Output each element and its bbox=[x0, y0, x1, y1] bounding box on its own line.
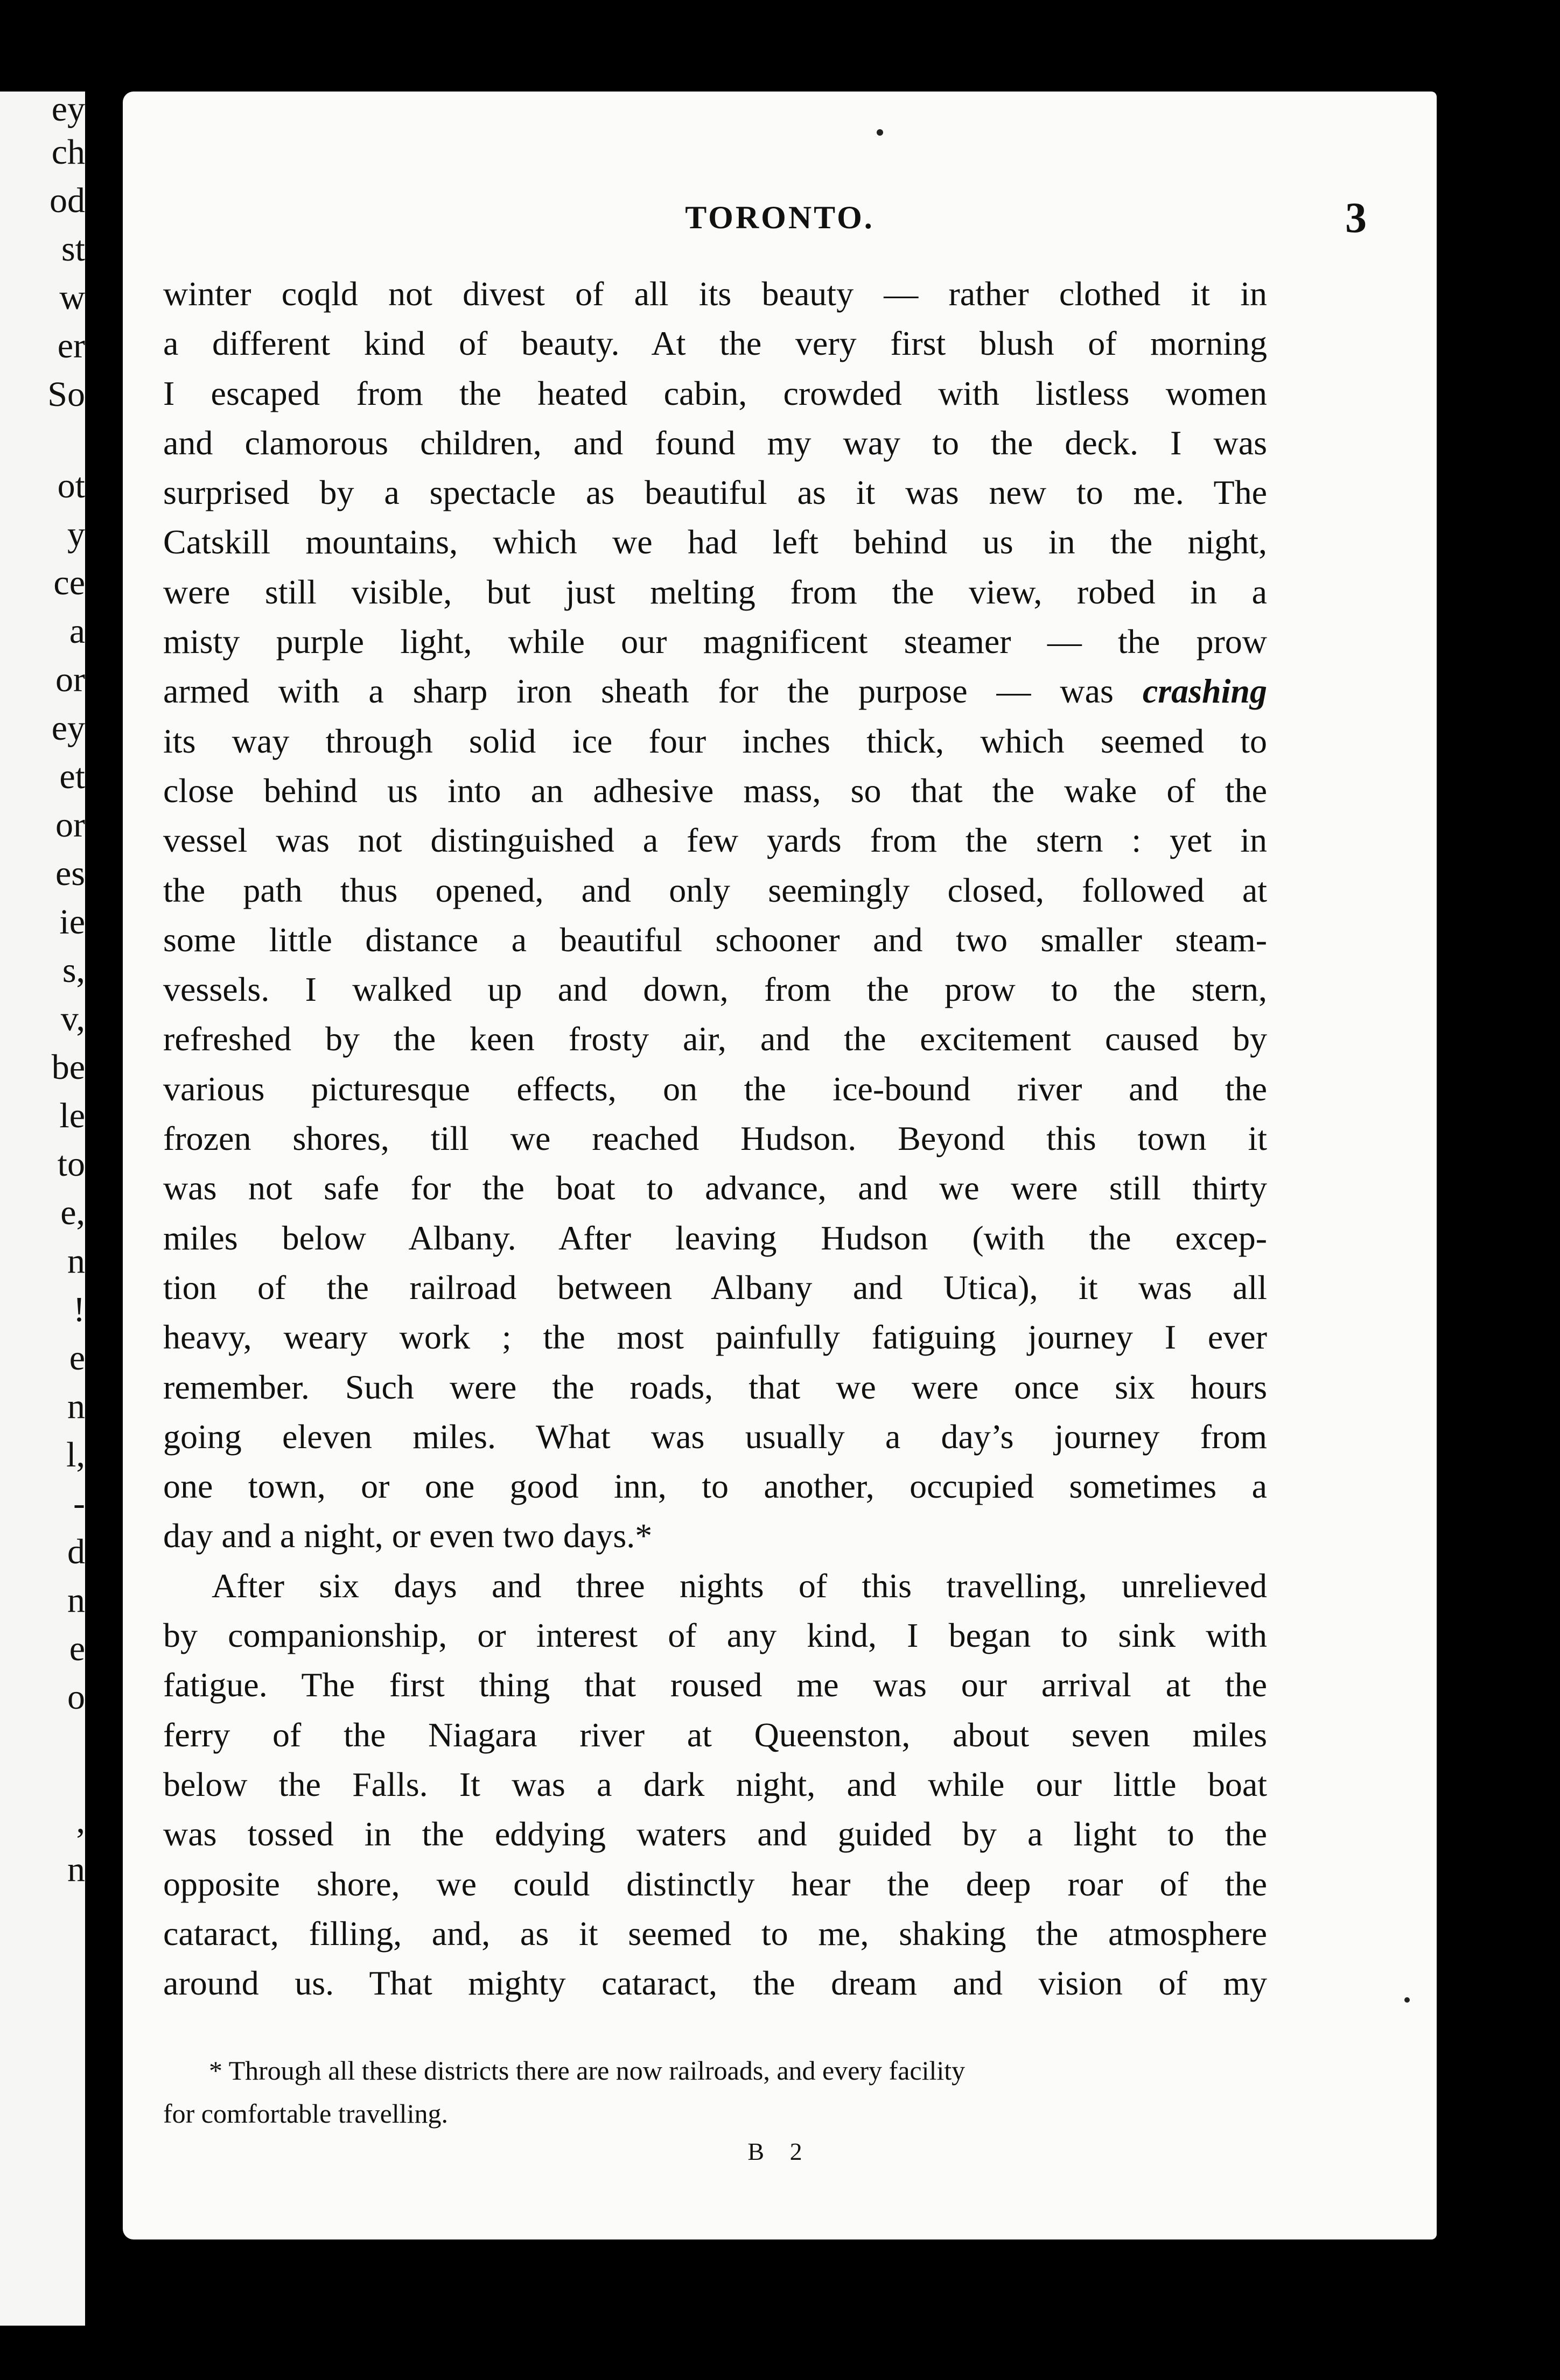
previous-page-fragment: od bbox=[50, 181, 85, 220]
text-line: misty purple light, while our magnificent steamer — the prow bbox=[163, 622, 1267, 661]
previous-page-fragment: w bbox=[59, 278, 85, 317]
previous-page-edge bbox=[0, 92, 85, 2326]
text-line: I escaped from the heated cabin, crowded with listless women bbox=[163, 374, 1267, 412]
previous-page-fragment: or bbox=[55, 660, 85, 699]
text-line: fatigue. The first thing that roused me was our arrival at the bbox=[163, 1666, 1267, 1704]
text-line: cataract, filling, and, as it seemed to me, shaking the atmosphere bbox=[163, 1914, 1267, 1953]
text-line: frozen shores, till we reached Hudson. Beyond this town it bbox=[163, 1119, 1267, 1158]
previous-page-fragment: er bbox=[57, 326, 85, 366]
footnote-line: * Through all these districts there are now railroads, and every facility bbox=[209, 2055, 966, 2086]
previous-page-fragment: s, bbox=[62, 951, 85, 990]
running-title: TORONTO. bbox=[685, 200, 875, 235]
text-line: a different kind of beauty. At the very first blush of morning bbox=[163, 324, 1267, 363]
text-line: Catskill mountains, which we had left behind us in the night, bbox=[163, 523, 1267, 561]
body-text bbox=[163, 269, 1267, 2008]
previous-page-fragment: be bbox=[51, 1048, 85, 1087]
text-line: going eleven miles. What was usually a day’s journey from bbox=[163, 1417, 1267, 1456]
previous-page-fragment: ey bbox=[51, 708, 85, 748]
previous-page-fragment: le bbox=[59, 1096, 85, 1135]
previous-page-fragment: l, bbox=[66, 1435, 85, 1475]
previous-page-fragment: ey bbox=[51, 92, 85, 129]
footnote-line: for comfortable travelling. bbox=[163, 2098, 448, 2129]
text-line: close behind us into an adhesive mass, so that the wake of the bbox=[163, 771, 1267, 810]
previous-page-fragment: So bbox=[47, 375, 85, 414]
text-line: miles below Albany. After leaving Hudson (with the excep- bbox=[163, 1218, 1267, 1257]
previous-page-fragment: to bbox=[57, 1145, 85, 1184]
text-line: heavy, weary work ; the most painfully fatiguing journey I ever bbox=[163, 1318, 1267, 1357]
text-line: was not safe for the boat to advance, and we were still thirty bbox=[163, 1169, 1267, 1207]
text-line: refreshed by the keen frosty air, and the excitement caused by bbox=[163, 1020, 1267, 1058]
ink-speck bbox=[877, 129, 883, 136]
previous-page-fragment: e bbox=[69, 1629, 85, 1668]
text-line: were still visible, but just melting from the view, robed in a bbox=[163, 572, 1267, 611]
text-line: After six days and three nights of this travelling, unrelieved bbox=[212, 1566, 1267, 1605]
previous-page-fragment: ! bbox=[73, 1290, 85, 1329]
previous-page-fragment: n bbox=[67, 1581, 85, 1620]
previous-page-fragment: a bbox=[69, 612, 85, 651]
footnote bbox=[163, 2049, 1267, 2135]
signature-mark: B 2 bbox=[747, 2138, 812, 2165]
text-line: opposite shore, we could distinctly hear the deep roar of the bbox=[163, 1864, 1267, 1903]
text-line: remember. Such were the roads, that we were once six hours bbox=[163, 1367, 1267, 1406]
book-page bbox=[123, 92, 1437, 2239]
text-line: one town, or one good inn, to another, occupied sometimes a bbox=[163, 1467, 1267, 1506]
ink-speck bbox=[1404, 1997, 1410, 2003]
previous-page-fragment: es bbox=[55, 854, 85, 893]
previous-page-fragment: ce bbox=[53, 563, 85, 602]
previous-page-fragment: or bbox=[55, 805, 85, 845]
text-line: vessel was not distinguished a few yards from the stern : yet in bbox=[163, 821, 1267, 860]
previous-page-fragment: n bbox=[67, 1241, 85, 1281]
previous-page-fragment: n bbox=[67, 1387, 85, 1426]
text-line: its way through solid ice four inches thick, which seemed to bbox=[163, 721, 1267, 760]
text-line: around us. That mighty cataract, the dream and vision of my bbox=[163, 1964, 1267, 2003]
text-line: and clamorous children, and found my way to the deck. I was bbox=[163, 423, 1267, 462]
previous-page-fragment: ch bbox=[51, 132, 85, 172]
text-line: vessels. I walked up and down, from the prow to the stern, bbox=[163, 970, 1267, 1009]
previous-page-fragment: ie bbox=[59, 902, 85, 942]
previous-page-fragment: ot bbox=[57, 466, 85, 506]
text-line: day and a night, or even two days.* bbox=[163, 1517, 653, 1555]
text-line: winter coqld not divest of all its beauty — rather clothed it in bbox=[163, 275, 1267, 313]
previous-page-fragment: e bbox=[69, 1338, 85, 1378]
italic-word: crashing bbox=[1142, 672, 1267, 711]
text-line: surprised by a spectacle as beautiful as it was new to me. The bbox=[163, 473, 1267, 512]
previous-page-fragment: d bbox=[67, 1532, 85, 1571]
previous-page-fragment: et bbox=[59, 757, 85, 796]
previous-page-fragment: e, bbox=[60, 1193, 85, 1232]
text-line: various picturesque effects, on the ice-bound river and the bbox=[163, 1069, 1267, 1108]
previous-page-fragment: o bbox=[67, 1677, 85, 1717]
text-line: below the Falls. It was a dark night, and while our little boat bbox=[163, 1765, 1267, 1803]
text-line: some little distance a beautiful schooner and two smaller steam- bbox=[163, 920, 1267, 959]
text-line: was tossed in the eddying waters and guided by a light to the bbox=[163, 1815, 1267, 1854]
page-number: 3 bbox=[1345, 194, 1367, 242]
previous-page-fragment: n bbox=[67, 1850, 85, 1889]
previous-page-fragment: v, bbox=[60, 999, 85, 1038]
previous-page-fragment: , bbox=[76, 1801, 85, 1841]
page-header bbox=[123, 194, 1437, 258]
text-line: ferry of the Niagara river at Queenston, about seven miles bbox=[163, 1715, 1267, 1754]
text-line-start: armed with a sharp iron sheath for the purpose — was bbox=[163, 672, 1143, 711]
text-line: the path thus opened, and only seemingly closed, followed at bbox=[163, 870, 1267, 909]
text-line: by companionship, or interest of any kind, I began to sink with bbox=[163, 1616, 1267, 1655]
text-line: tion of the railroad between Albany and Utica), it was all bbox=[163, 1268, 1267, 1307]
text-line-with-italic bbox=[163, 666, 1267, 716]
previous-page-fragment: y bbox=[67, 515, 85, 554]
previous-page-fragment: - bbox=[73, 1484, 85, 1523]
previous-page-fragment: st bbox=[61, 229, 85, 269]
